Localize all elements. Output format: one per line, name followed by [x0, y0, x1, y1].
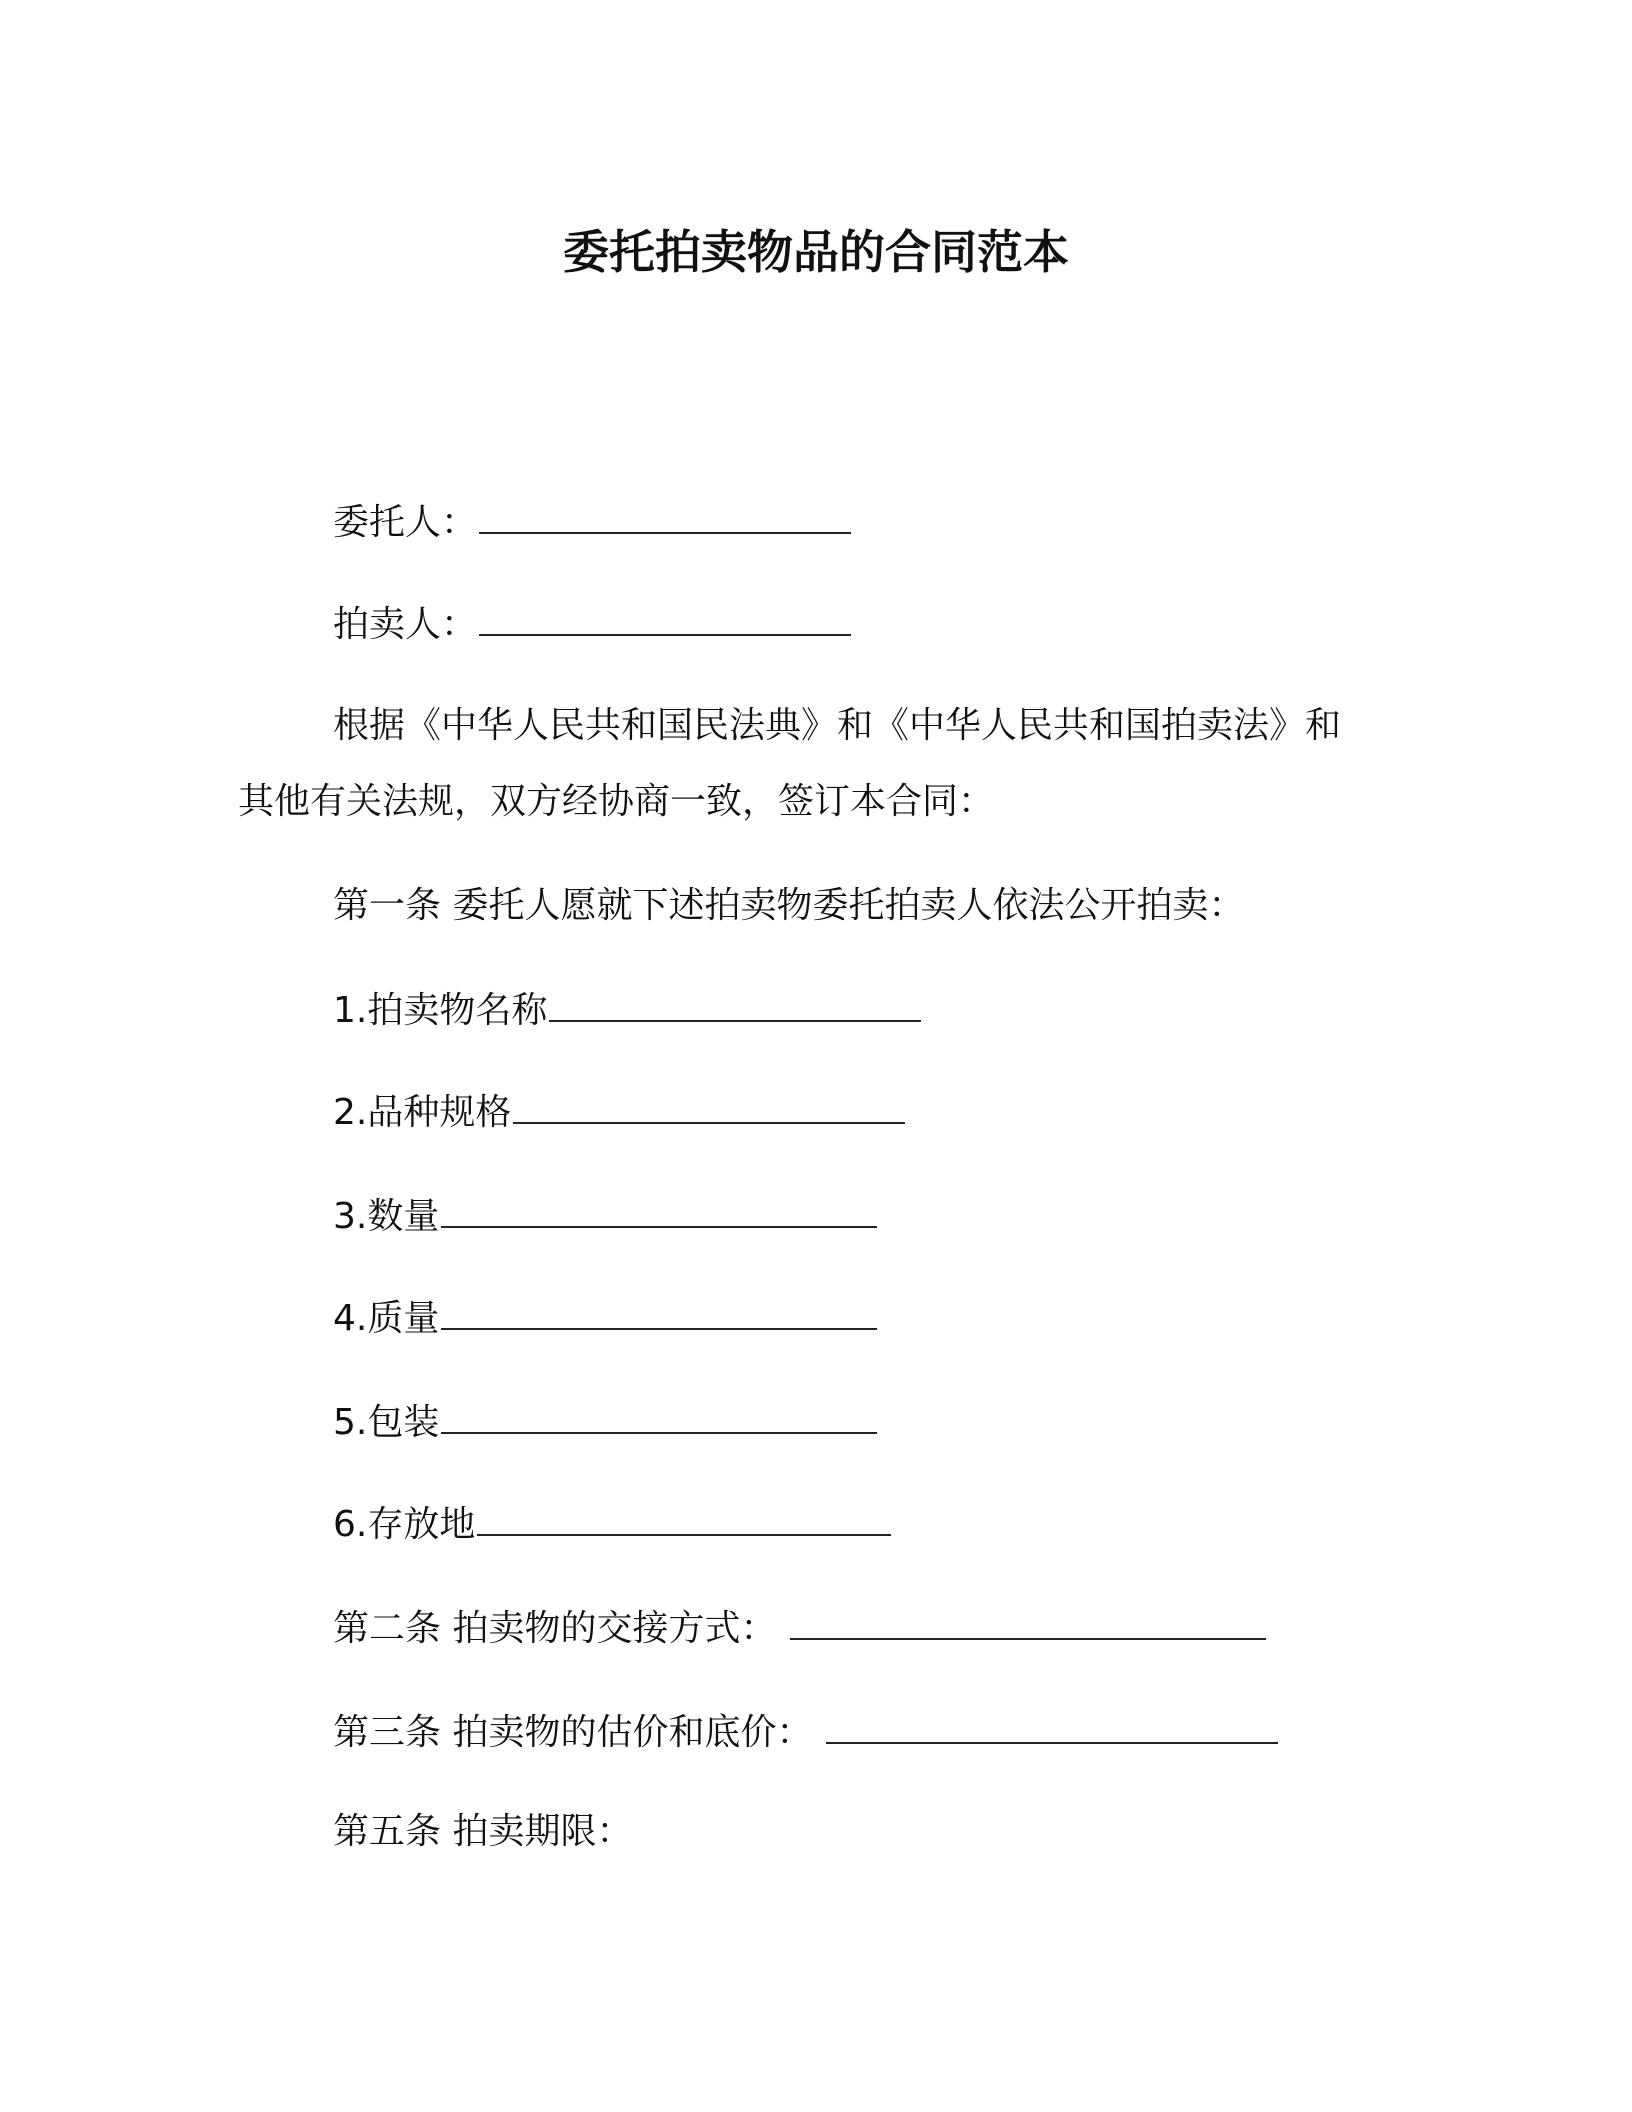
- item-quality-label: 4.质量: [333, 1298, 440, 1339]
- item-spec-line: [333, 1086, 905, 1137]
- item-storage-blank[interactable]: [477, 1498, 891, 1536]
- document-title: 委托拍卖物品的合同范本: [563, 225, 1069, 279]
- article3-line: [333, 1706, 1278, 1757]
- item-storage-label: 6.存放地: [333, 1504, 476, 1545]
- item-quality-line: [333, 1292, 877, 1343]
- item-name-blank[interactable]: [549, 984, 921, 1022]
- item-quantity-blank[interactable]: [441, 1190, 877, 1228]
- article2-line: [333, 1602, 1266, 1653]
- item-quantity-line: [333, 1190, 877, 1241]
- article3-blank[interactable]: [826, 1706, 1278, 1744]
- item-spec-blank[interactable]: [513, 1086, 905, 1124]
- consignor-label: 委托人：: [333, 502, 478, 543]
- auctioneer-line: [333, 598, 851, 649]
- article5-line: 第五条 拍卖期限：: [333, 1811, 633, 1852]
- item-storage-line: [333, 1498, 891, 1549]
- item-packaging-label: 5.包装: [333, 1402, 440, 1443]
- article3-label: 第三条 拍卖物的估价和底价：: [333, 1712, 813, 1753]
- consignor-line: [333, 496, 851, 547]
- preamble-line-2: 其他有关法规，双方经协商一致，签订本合同：: [238, 781, 995, 822]
- article1-heading: 第一条 委托人愿就下述拍卖物委托拍卖人依法公开拍卖：: [333, 885, 1245, 926]
- item-quality-blank[interactable]: [441, 1292, 877, 1330]
- auctioneer-label: 拍卖人：: [333, 604, 478, 645]
- consignor-blank[interactable]: [479, 496, 851, 534]
- item-quantity-label: 3.数量: [333, 1196, 440, 1237]
- item-name-line: [333, 984, 921, 1035]
- article2-blank[interactable]: [790, 1602, 1266, 1640]
- item-packaging-blank[interactable]: [441, 1396, 877, 1434]
- item-spec-label: 2.品种规格: [333, 1092, 512, 1133]
- preamble-line-1: 根据《中华人民共和国民法典》和《中华人民共和国拍卖法》和: [333, 705, 1342, 746]
- auctioneer-blank[interactable]: [479, 598, 851, 636]
- article2-label: 第二条 拍卖物的交接方式：: [333, 1608, 777, 1649]
- item-packaging-line: [333, 1396, 877, 1447]
- item-name-label: 1.拍卖物名称: [333, 990, 548, 1031]
